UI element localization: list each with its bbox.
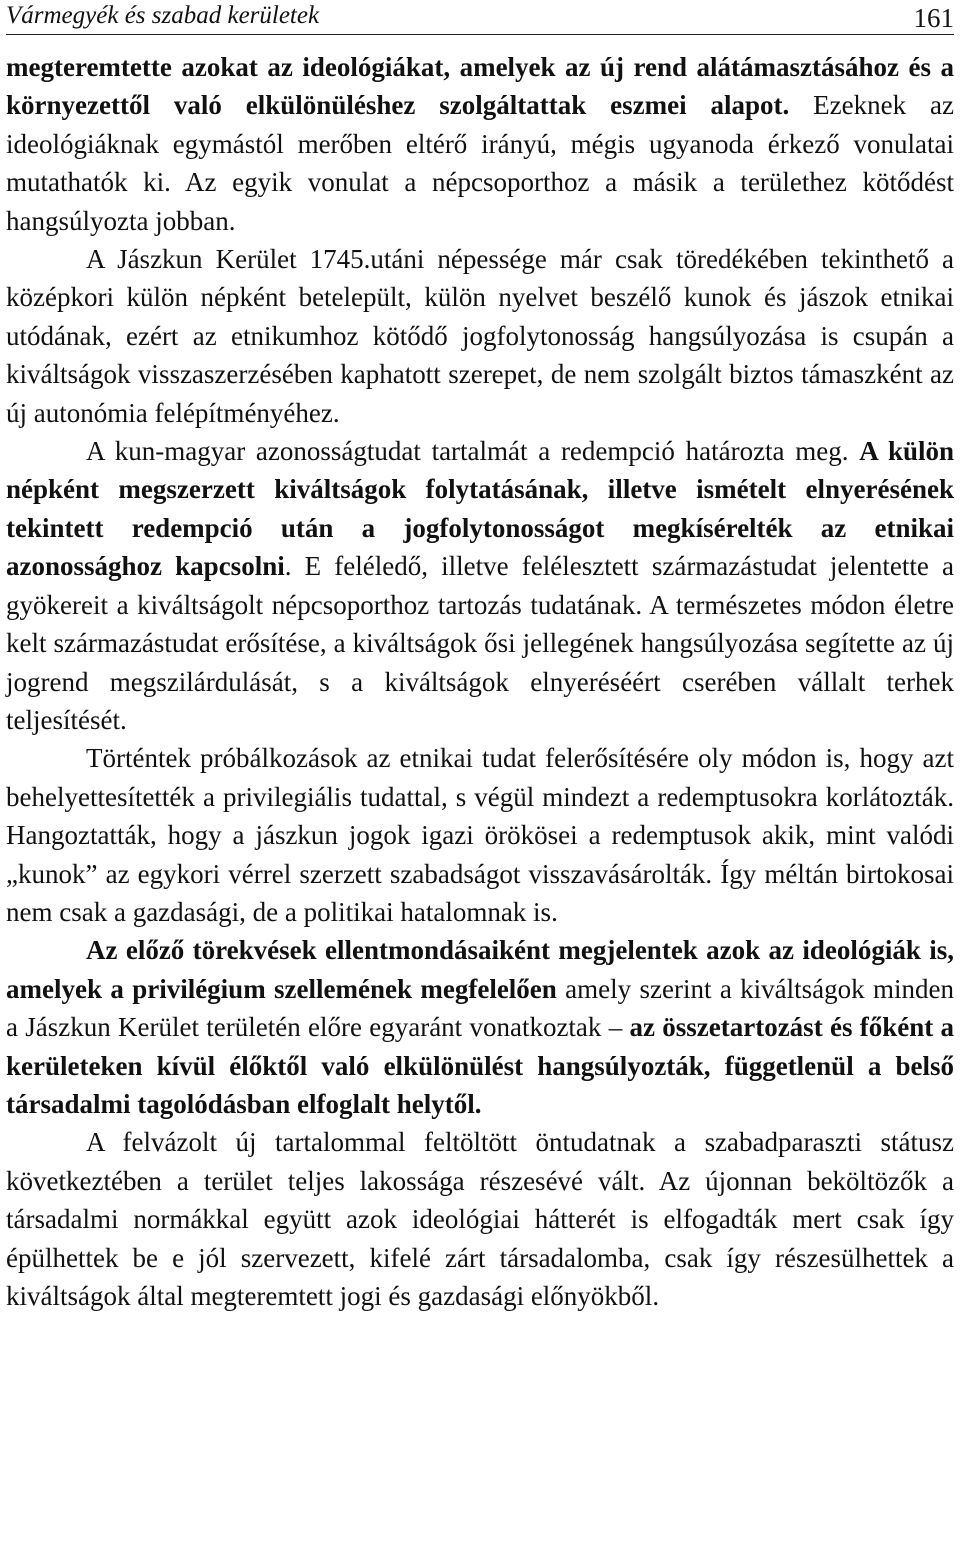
running-title: Vármegyék és szabad kerületek: [6, 2, 320, 29]
paragraph-1: [6, 48, 954, 240]
text-run: A felvázolt új tartalommal feltöltött öntudatnak a szabadparaszti státusz következtében a terület teljes lakossága részesévé vált. Az újonnan beköltözők a társadalmi normákkal együtt azok ideológiai hátterét is elfogadták mert csak így épülhettek be e jól szervezett, kifelé zárt társadalomba, csak így részesülhettek a kiváltságok által megteremtett jogi és gazdasági előnyökből.: [6, 1127, 954, 1311]
text-run: A kun-magyar azonosságtudat tartalmát a redempció határozta meg.: [86, 436, 860, 467]
paragraph-5: [6, 931, 954, 1123]
text-run: A Jászkun Kerület 1745.utáni népessége már csak töredékében tekinthető a középkori külön népként betelepült, külön nyelvet beszélő kunok és jászok etnikai utódának, ezért az etnikumhoz kötődő jogfolytonosság hangsúlyozása is csupán a kiváltságok visszaszerzésében kaphatott szerepet, de nem szolgált biztos támaszként az új autonómia felépítményéhez.: [6, 244, 954, 428]
page-number: 161: [913, 3, 954, 33]
text-run: Ezeknek az ideológiáknak egymástól merőben eltérő irányú, mégis ugyanoda érkező vonulatai mutathatók ki. Az egyik vonulat a népcsoporthoz a másik a területhez kötődést hangsúlyozta jobban.: [6, 90, 954, 236]
bold-passage: A külön népként megszerzett kiváltságok folytatásának, illetve ismételt elnyerésének tekintett redempció után a jogfolytonosságot megkísérelték az etnikai azonossághoz kapcsolni: [6, 436, 954, 582]
text-run: Történtek próbálkozások az etnikai tudat felerősítésére oly módon is, hogy azt behelyettesítették a privilegiális tudattal, s végül mindezt a redemptusokra korlátozták. Hangoztatták, hogy a jászkun jogok igazi örökösei a redemptusok akik, mint valódi „kunok” az egykori vérrel szerzett szabadságot visszavásárolták. Így méltán birtokosai nem csak a gazdasági, de a politikai hatalomnak is.: [6, 743, 954, 927]
paragraph-3: [6, 432, 954, 739]
paragraph-2: [6, 240, 954, 432]
paragraph-4: [6, 739, 954, 931]
running-header: [6, 0, 954, 35]
text-run: . E feléledő, illetve felélesztett származástudat jelentette a gyökereit a kiváltságolt népcsoporthoz tartozás tudatának. A természetes módon életre kelt származástudat erősítése, a kiváltságok ősi jellegének hangsúlyozása segítette az új jogrend megszilárdulását, s a kiváltságok elnyeréséért cserében vállalt terhek teljesítését.: [6, 551, 954, 735]
paragraph-6: [6, 1123, 954, 1315]
text-run: amely szerint a kiváltságok minden a Jászkun Kerület területén előre egyaránt vonatkoztak –: [6, 973, 954, 1043]
bold-passage: az összetartozást és főként a kerületeken kívül élőktől való elkülönülést hangsúlyozták, függetlenül a belső társadalmi tagolódásban elfoglalt helytől.: [6, 1012, 955, 1119]
bold-passage: megteremtette azokat az ideológiákat, amelyek az új rend alátámasztásához és a környezettől való elkülönüléshez szolgáltattak eszmei alapot.: [6, 52, 954, 121]
body-text: [6, 48, 954, 1315]
bold-passage: Az előző törekvések ellentmondásaiként megjelentek azok az ideológiák is, amelyek a privilégium szellemének megfelelően: [6, 935, 954, 1004]
